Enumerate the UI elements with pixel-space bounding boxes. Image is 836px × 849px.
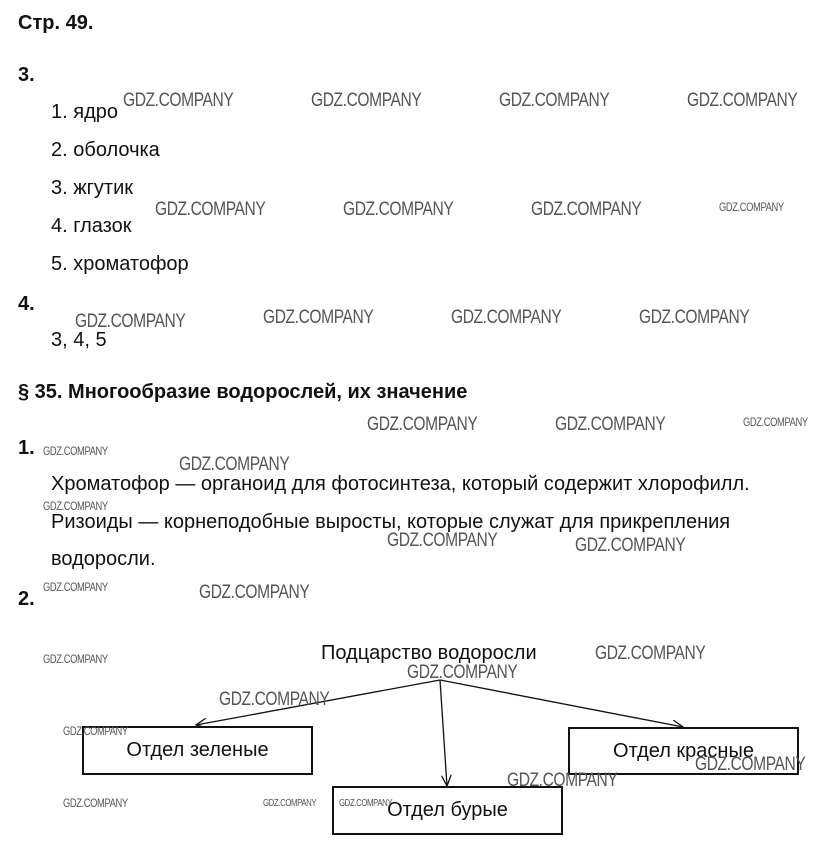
watermark: GDZ.COMPANY (695, 754, 806, 775)
watermark: GDZ.COMPANY (343, 199, 454, 220)
watermark: GDZ.COMPANY (43, 499, 108, 513)
task1-number: 1. (18, 437, 35, 459)
watermark: GDZ.COMPANY (339, 798, 393, 809)
watermark: GDZ.COMPANY (219, 689, 330, 710)
watermark: GDZ.COMPANY (719, 200, 784, 214)
page-title: Стр. 49. (18, 12, 94, 34)
watermark: GDZ.COMPANY (451, 307, 562, 328)
task1-line-3: водоросли. (51, 548, 156, 570)
watermark: GDZ.COMPANY (595, 643, 706, 664)
watermark: GDZ.COMPANY (199, 582, 310, 603)
task1-line-2: Ризоиды — корнеподобные выросты, которые служат для прикрепления (51, 511, 731, 533)
box-green-algae-label: Отдел зеленые (126, 739, 269, 761)
task3-number: 3. (18, 64, 35, 86)
watermark: GDZ.COMPANY (179, 454, 290, 475)
task4-number: 4. (18, 293, 35, 315)
watermark: GDZ.COMPANY (63, 796, 128, 810)
task3-item-2: 2. оболочка (51, 139, 160, 161)
watermark: GDZ.COMPANY (75, 311, 186, 332)
arrow-to-brown (440, 680, 447, 786)
box-brown-algae-label: Отдел бурые (387, 799, 508, 821)
watermark: GDZ.COMPANY (743, 415, 808, 429)
watermark: GDZ.COMPANY (263, 307, 374, 328)
task3-item-1: 1. ядро (51, 101, 118, 123)
watermark: GDZ.COMPANY (687, 90, 798, 111)
watermark: GDZ.COMPANY (387, 530, 498, 551)
arrow-to-red (440, 680, 683, 727)
watermark: GDZ.COMPANY (639, 307, 750, 328)
watermark: GDZ.COMPANY (311, 90, 422, 111)
watermark: GDZ.COMPANY (155, 199, 266, 220)
watermark: GDZ.COMPANY (43, 444, 108, 458)
watermark: GDZ.COMPANY (507, 770, 618, 791)
box-brown-algae (332, 786, 563, 835)
watermark: GDZ.COMPANY (43, 652, 108, 666)
watermark: GDZ.COMPANY (123, 90, 234, 111)
watermark: GDZ.COMPANY (43, 580, 108, 594)
watermark: GDZ.COMPANY (63, 724, 128, 738)
task3-item-5: 5. хроматофор (51, 253, 189, 275)
box-red-algae-label: Отдел красные (613, 739, 754, 762)
diagram-root-label: Подцарство водоросли (321, 642, 537, 664)
watermark: GDZ.COMPANY (367, 414, 478, 435)
task3-item-4: 4. глазок (51, 215, 132, 237)
watermark: GDZ.COMPANY (263, 798, 317, 809)
watermark: GDZ.COMPANY (499, 90, 610, 111)
task2-number: 2. (18, 588, 35, 610)
task1-line-1: Хроматофор — органоид для фотосинтеза, который содержит хлорофилл. (51, 473, 750, 495)
watermark: GDZ.COMPANY (407, 662, 518, 683)
watermark: GDZ.COMPANY (531, 199, 642, 220)
task4-answer: 3, 4, 5 (51, 329, 107, 351)
watermark: GDZ.COMPANY (555, 414, 666, 435)
watermark: GDZ.COMPANY (575, 535, 686, 556)
section-title: § 35. Многообразие водорослей, их значение (18, 381, 468, 403)
task3-item-3: 3. жгутик (51, 177, 133, 199)
